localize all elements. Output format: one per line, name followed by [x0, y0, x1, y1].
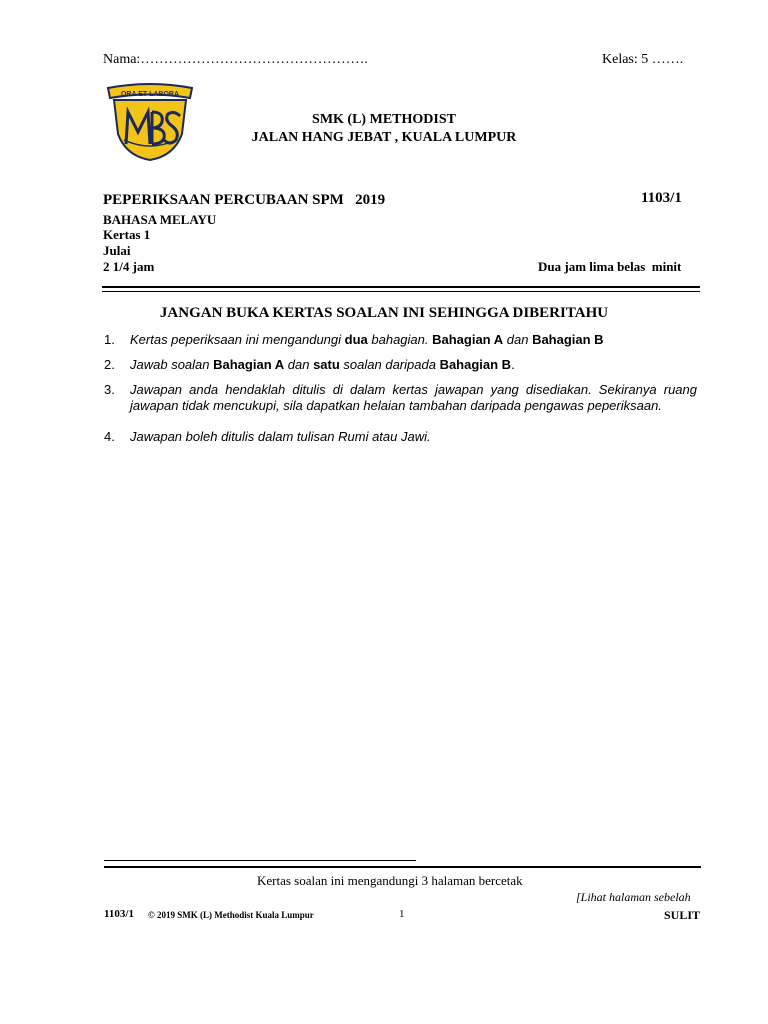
exam-duration: 2 1/4 jam: [103, 259, 155, 274]
instruction-3: Jawapan anda hendaklah ditulis di dalam kertas jawapan yang disediakan. Sekiranya ruang jawapan tidak mencukupi, sila dapatkan helaian tambahan daripada pengawas peperiksaan.: [130, 382, 697, 413]
paper-number: Kertas 1: [103, 227, 151, 242]
footer-divider-short: [104, 860, 416, 861]
class-field-label: Kelas: 5 …….: [602, 52, 684, 67]
confidential-label: SULIT: [664, 908, 701, 922]
paper-code: 1103/1: [641, 190, 682, 206]
instruction-number: 1.: [104, 332, 115, 347]
school-name: SMK (L) METHODIST: [312, 112, 456, 127]
subject-name: BAHASA MELAYU: [103, 212, 217, 227]
exam-month: Julai: [103, 243, 131, 258]
instruction-1: Kertas peperiksaan ini mengandungi dua bahagian. Bahagian A dan Bahagian B: [130, 332, 604, 347]
svg-text:ORA ET LABORA: ORA ET LABORA: [120, 91, 180, 98]
footer-divider-long: [104, 866, 701, 868]
name-field-label: Nama:………………………………………….: [103, 52, 368, 67]
exam-title: PEPERIKSAAN PERCUBAAN SPM 2019: [103, 192, 386, 208]
page-number: 1: [399, 908, 405, 920]
instruction-4: Jawapan boleh ditulis dalam tulisan Rumi atau Jawi.: [130, 429, 431, 444]
see-next-page-note: [Lihat halaman sebelah: [576, 890, 691, 904]
do-not-open-warning: JANGAN BUKA KERTAS SOALAN INI SEHINGGA DIBERITAHU: [159, 305, 609, 321]
instruction-number: 3.: [104, 382, 115, 397]
instruction-number: 2.: [104, 357, 115, 372]
instruction-number: 4.: [104, 429, 115, 444]
instruction-2: Jawab soalan Bahagian A dan satu soalan daripada Bahagian B.: [130, 357, 515, 372]
page-count-note: Kertas soalan ini mengandungi 3 halaman bercetak: [257, 873, 523, 888]
header-divider-thin: [102, 291, 700, 292]
footer-paper-code: 1103/1: [104, 908, 134, 920]
school-address: JALAN HANG JEBAT , KUALA LUMPUR: [251, 130, 517, 145]
exam-duration-words: Dua jam lima belas minit: [538, 259, 682, 274]
header-divider-thick: [102, 286, 700, 288]
footer-copyright: © 2019 SMK (L) Methodist Kuala Lumpur: [148, 910, 314, 920]
